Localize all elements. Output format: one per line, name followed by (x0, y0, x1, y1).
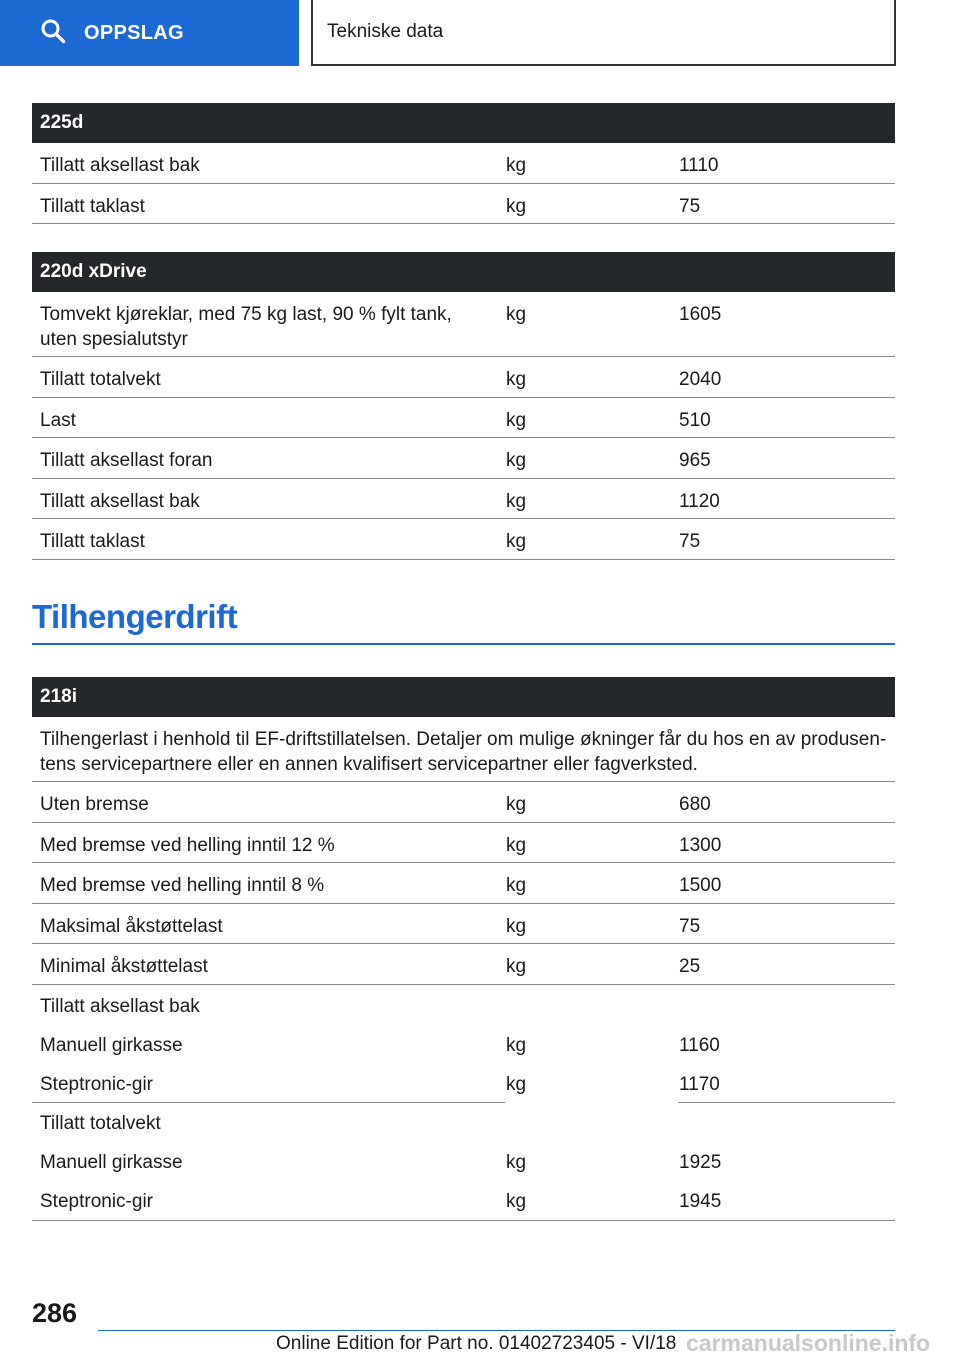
page-number: 286 (32, 1298, 78, 1328)
table-row (32, 143, 895, 184)
row-value: 25 (679, 956, 701, 977)
row-label: Tillatt taklast (40, 531, 145, 552)
row-unit: kg (506, 369, 527, 390)
breadcrumb[interactable] (311, 0, 896, 66)
row-unit: kg (506, 1034, 527, 1056)
edition-text: Online Edition for Part no. 01402723405 - VI/18 (276, 1333, 677, 1354)
row-value: 965 (679, 450, 711, 471)
row-label: Med bremse ved helling inntil 12 % (40, 834, 335, 856)
row-label: Steptronic-gir (40, 1073, 153, 1095)
row-value: 75 (679, 531, 701, 552)
table-row (32, 1180, 895, 1219)
row-label: Tomvekt kjøreklar, med 75 kg last, 90 % fylt tank, uten spesialutstyr (40, 304, 452, 350)
search-icon (40, 18, 66, 49)
row-value: 1170 (679, 1073, 720, 1095)
table-group-axle-load (32, 985, 895, 1103)
row-value: 1120 (679, 490, 720, 512)
table-intro-row (32, 717, 895, 782)
top-navigation-bar (0, 0, 960, 66)
row-unit: kg (506, 875, 527, 896)
section-divider (32, 643, 895, 645)
row-value: 75 (679, 915, 701, 937)
watermark: carmanualsonline.info (686, 1330, 931, 1356)
row-unit: kg (506, 490, 527, 512)
row-label: Minimal åkstøttelast (40, 956, 208, 977)
row-label: Tillatt aksellast bak (40, 490, 200, 512)
group-heading: Tillatt totalvekt (40, 1113, 161, 1135)
row-label: Manuell girkasse (40, 1152, 183, 1174)
table-group-total-weight (32, 1102, 895, 1220)
table-row (32, 782, 895, 823)
row-value: 1300 (679, 834, 722, 856)
table-row (32, 863, 895, 904)
row-value: 680 (679, 794, 711, 815)
section-title: Tilhengerdrift (32, 598, 238, 635)
row-value: 2040 (679, 369, 722, 390)
row-unit: kg (506, 531, 527, 552)
row-label: Tillatt aksellast foran (40, 450, 213, 471)
table-header: 218i (32, 677, 895, 717)
row-unit: kg (506, 1191, 527, 1213)
table-row (32, 944, 895, 985)
row-value: 1925 (679, 1152, 722, 1174)
row-unit: kg (506, 834, 527, 856)
row-label: Uten bremse (40, 794, 149, 815)
table-row (32, 1141, 895, 1180)
table-row (32, 823, 895, 864)
table-row (32, 357, 895, 398)
row-unit: kg (506, 1152, 527, 1174)
group-heading: Tillatt aksellast bak (40, 995, 200, 1017)
row-label: Med bremse ved helling inntil 8 % (40, 875, 325, 896)
table-row (32, 292, 895, 357)
row-value: 1110 (679, 155, 719, 176)
group-heading-row (32, 1102, 895, 1141)
table-225d (32, 103, 895, 224)
row-label: Maksimal åkstøttelast (40, 915, 223, 937)
table-row (32, 184, 895, 225)
row-unit: kg (506, 304, 527, 325)
table-row (32, 438, 895, 479)
search-button-label: OPPSLAG (84, 21, 184, 44)
row-unit: kg (506, 794, 527, 815)
table-row (32, 904, 895, 945)
row-unit: kg (506, 956, 527, 977)
row-value: 510 (679, 409, 711, 431)
row-value: 1605 (679, 304, 722, 325)
search-button[interactable] (0, 0, 299, 66)
table-220d-xdrive (32, 252, 895, 560)
row-unit: kg (506, 195, 527, 217)
row-label: Tillatt totalvekt (40, 369, 161, 390)
table-218i (32, 677, 895, 1220)
table-header: 225d (32, 103, 895, 143)
table-header: 220d xDrive (32, 252, 895, 292)
breadcrumb-label: Tekniske data (327, 21, 444, 42)
row-label: Tillatt taklast (40, 195, 145, 217)
table-row (32, 519, 895, 560)
table-row (32, 479, 895, 520)
row-unit: kg (506, 409, 527, 431)
row-value: 1160 (679, 1034, 720, 1056)
row-label: Tillatt aksellast bak (40, 155, 200, 176)
table-intro-text: Tilhengerlast i henhold til EF-driftstillatelsen. Detaljer om mulige økninger får du hos en av produsentens servicepartnere eller en annen kvalifisert servicepartner eller fagverksted. (40, 729, 887, 775)
row-value: 1500 (679, 875, 722, 896)
row-unit: kg (506, 915, 527, 937)
row-unit: kg (506, 155, 527, 176)
row-label: Manuell girkasse (40, 1034, 183, 1056)
row-unit: kg (506, 1073, 527, 1095)
group-heading-row (32, 985, 895, 1024)
table-row (32, 398, 895, 439)
row-unit: kg (506, 450, 527, 471)
row-label: Last (40, 409, 76, 431)
row-label: Steptronic-gir (40, 1191, 153, 1213)
row-value: 75 (679, 195, 701, 217)
table-row (32, 1063, 895, 1102)
table-row (32, 1024, 895, 1063)
row-value: 1945 (679, 1191, 722, 1213)
